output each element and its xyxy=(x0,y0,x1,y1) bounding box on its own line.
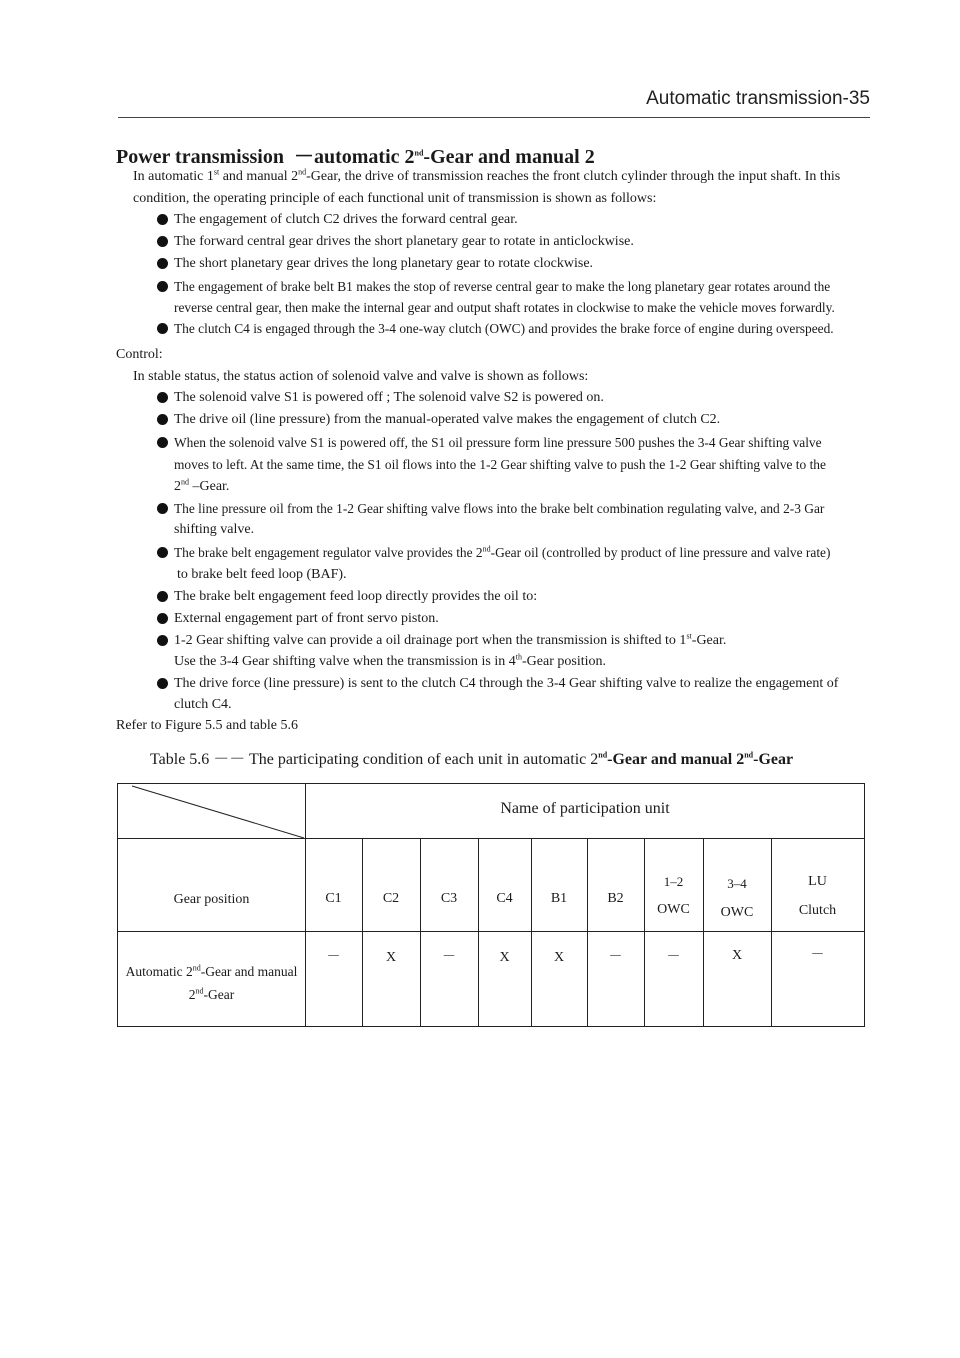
b3-l3a: 2 xyxy=(174,479,181,494)
bullet-dot xyxy=(157,323,168,334)
col-header-lu-bottom: Clutch xyxy=(798,903,837,918)
col-header: B1 xyxy=(550,891,568,906)
col-header-owc12-top: 1–2 xyxy=(663,874,684,889)
bullet-dot xyxy=(157,678,168,689)
bullet-text xyxy=(174,543,830,563)
row-label-sup1: nd xyxy=(192,963,201,973)
caption-sup2: nd xyxy=(744,750,754,760)
bullet-text: External engagement part of front servo piston. xyxy=(174,611,439,626)
title-part-1: Power transmission xyxy=(116,146,284,168)
row-value: X xyxy=(499,950,510,965)
intro-sup1: st xyxy=(213,167,220,177)
b8-sup1: st xyxy=(686,631,692,641)
row-label xyxy=(118,964,305,980)
bullet-text-cont: shifting valve. xyxy=(174,522,255,537)
refer-text: Refer to Figure 5.5 and table 5.6 xyxy=(116,718,298,733)
bullet-text-cont: moves to left. At the same time, the S1 oil flows into the 1-2 Gear shifting valve to push the 1-2 Gear shifting valve to the xyxy=(174,457,826,472)
col-header: B2 xyxy=(607,891,624,906)
row-label-a: Automatic 2 xyxy=(125,964,193,979)
header-rule xyxy=(118,117,870,118)
unit-header: Name of participation unit xyxy=(500,800,670,817)
intro-line-2: condition, the operating principle of each functional unit of transmission is shown as follows: xyxy=(133,191,657,206)
row-value: X xyxy=(553,950,565,965)
table-vline xyxy=(420,838,421,1026)
table-vline xyxy=(531,838,532,1026)
row-value: － xyxy=(442,950,456,965)
table-vline xyxy=(644,838,645,1026)
bullet-text-cont: reverse central gear, then make the internal gear and output shaft rotates in clockwise to make the vehicle moves forwardly. xyxy=(174,300,835,315)
col-header-owc12-bottom: OWC xyxy=(657,902,690,917)
bullet-dot xyxy=(157,214,168,225)
title-part-2: automatic 2 xyxy=(313,146,415,168)
b8-sup2: th xyxy=(515,652,523,662)
intro-line-1 xyxy=(133,167,869,187)
bullet-text: The brake belt engagement feed loop directly provides the oil to: xyxy=(174,589,538,604)
table-caption xyxy=(150,746,793,769)
bullet-dot xyxy=(157,547,168,558)
row-value: X xyxy=(385,950,397,965)
bullet-text-cont xyxy=(174,652,606,672)
b5-sup: nd xyxy=(482,544,491,554)
row-label-cont xyxy=(118,987,305,1003)
bullet-text: The drive force (line pressure) is sent to the clutch C4 through the 3-4 Gear shifting valve to realize the engagement of xyxy=(174,676,839,691)
bullet-dot xyxy=(157,281,168,292)
table-diagonal xyxy=(118,784,306,840)
b8-l1a: 1-2 Gear shifting valve can provide a oil drainage port when the transmission is shifted to 1 xyxy=(174,633,687,648)
row-label-b: -Gear and manual xyxy=(200,964,298,979)
bullet-text: The clutch C4 is engaged through the 3-4 one-way clutch (OWC) and provides the brake force of engine during overspeed. xyxy=(174,321,834,336)
row-label-d: -Gear xyxy=(203,987,235,1002)
row-label-sup2: nd xyxy=(195,986,204,996)
bullet-text: The engagement of clutch C2 drives the forward central gear. xyxy=(174,212,518,227)
bullet-dot xyxy=(157,613,168,624)
b8-l2b: -Gear position. xyxy=(522,654,606,669)
col-header-owc34-bottom: OWC xyxy=(720,905,754,920)
section-title xyxy=(116,140,595,169)
col-header: C1 xyxy=(325,891,342,906)
caption-sup1: nd xyxy=(598,750,608,760)
bullet-dot xyxy=(157,236,168,247)
b5-l1b: -Gear oil (controlled by product of line pressure and valve rate) xyxy=(490,545,831,560)
b3-sup: nd xyxy=(181,477,189,487)
b8-l2a: Use the 3-4 Gear shifting valve when the transmission is in 4 xyxy=(174,654,516,669)
row-label-c: 2 xyxy=(188,987,196,1002)
title-dash: － xyxy=(293,146,314,168)
bullet-text-cont xyxy=(174,477,229,497)
row-value: X xyxy=(731,948,743,963)
bullet-text: The drive oil (line pressure) from the manual-operated valve makes the engagement of clutch C2. xyxy=(174,412,721,427)
col-header: C4 xyxy=(496,891,513,906)
bullet-text: When the solenoid valve S1 is powered off, the S1 oil pressure form line pressure 500 pushes the 3-4 Gear shifting valve xyxy=(174,435,822,450)
table-hline xyxy=(118,838,864,839)
bullet-dot xyxy=(157,437,168,448)
b8-l1b: -Gear. xyxy=(691,633,727,648)
table-vline xyxy=(771,838,772,1026)
col-header: C2 xyxy=(382,891,400,906)
bullet-text: The line pressure oil from the 1-2 Gear shifting valve flows into the brake belt combination regulating valve, and 2-3 Gar xyxy=(174,501,825,516)
bullet-text-cont: to brake belt feed loop (BAF). xyxy=(177,567,347,582)
row-value: － xyxy=(326,950,341,965)
bullet-text: The engagement of brake belt B1 makes the stop of reverse central gear to make the long planetary gear rotates around the xyxy=(174,279,831,294)
bullet-dot xyxy=(157,414,168,425)
table-hline xyxy=(118,931,864,932)
bullet-dot xyxy=(157,392,168,403)
intro-sup2: nd xyxy=(298,167,307,177)
control-label: Control: xyxy=(116,347,163,362)
row-value: － xyxy=(666,950,681,965)
intro-l1a: In automatic 1 xyxy=(133,169,214,184)
table-vline xyxy=(478,838,479,1026)
b5-l1a: The brake belt engagement regulator valve provides the 2 xyxy=(174,545,483,560)
title-part-3: -Gear and manual 2 xyxy=(423,146,595,168)
col-header: C3 xyxy=(440,891,458,906)
caption-mid: -Gear and manual 2 xyxy=(607,751,745,768)
participation-table xyxy=(117,783,865,1027)
bullet-dot xyxy=(157,635,168,646)
bullet-text: The forward central gear drives the short planetary gear to rotate in anticlockwise. xyxy=(174,234,634,249)
title-sup: nd xyxy=(414,148,424,158)
bullet-dot xyxy=(157,258,168,269)
row-value: － xyxy=(608,950,623,965)
bullet-text: The solenoid valve S1 is powered off ; The solenoid valve S2 is powered on. xyxy=(174,390,604,405)
bullet-text xyxy=(174,631,726,651)
bullet-text: The short planetary gear drives the long planetary gear to rotate clockwise. xyxy=(174,256,594,271)
intro-l1b: and manual 2 xyxy=(219,169,299,184)
row-value: － xyxy=(810,948,825,963)
table-vline xyxy=(703,838,704,1026)
b3-l3b: –Gear. xyxy=(189,479,230,494)
bullet-dot xyxy=(157,503,168,514)
table-vline xyxy=(362,838,363,1026)
intro-l1c: -Gear, the drive of transmission reaches the front clutch cylinder through the input shaft. In this xyxy=(306,169,841,184)
col-header-owc34-top: 3–4 xyxy=(727,876,747,891)
bullet-dot xyxy=(157,591,168,602)
caption-end: -Gear xyxy=(753,751,794,768)
control-intro: In stable status, the status action of solenoid valve and valve is shown as follows: xyxy=(133,369,589,384)
table-vline xyxy=(587,838,588,1026)
bullet-text-cont: clutch C4. xyxy=(174,697,232,712)
col-header-lu-top: LU xyxy=(808,874,827,889)
caption-prefix: Table 5.6 －－ The participating condition of each unit in automatic 2 xyxy=(150,751,599,768)
page-header: Automatic transmission-35 xyxy=(646,88,870,109)
gear-position-header: Gear position xyxy=(173,892,250,907)
